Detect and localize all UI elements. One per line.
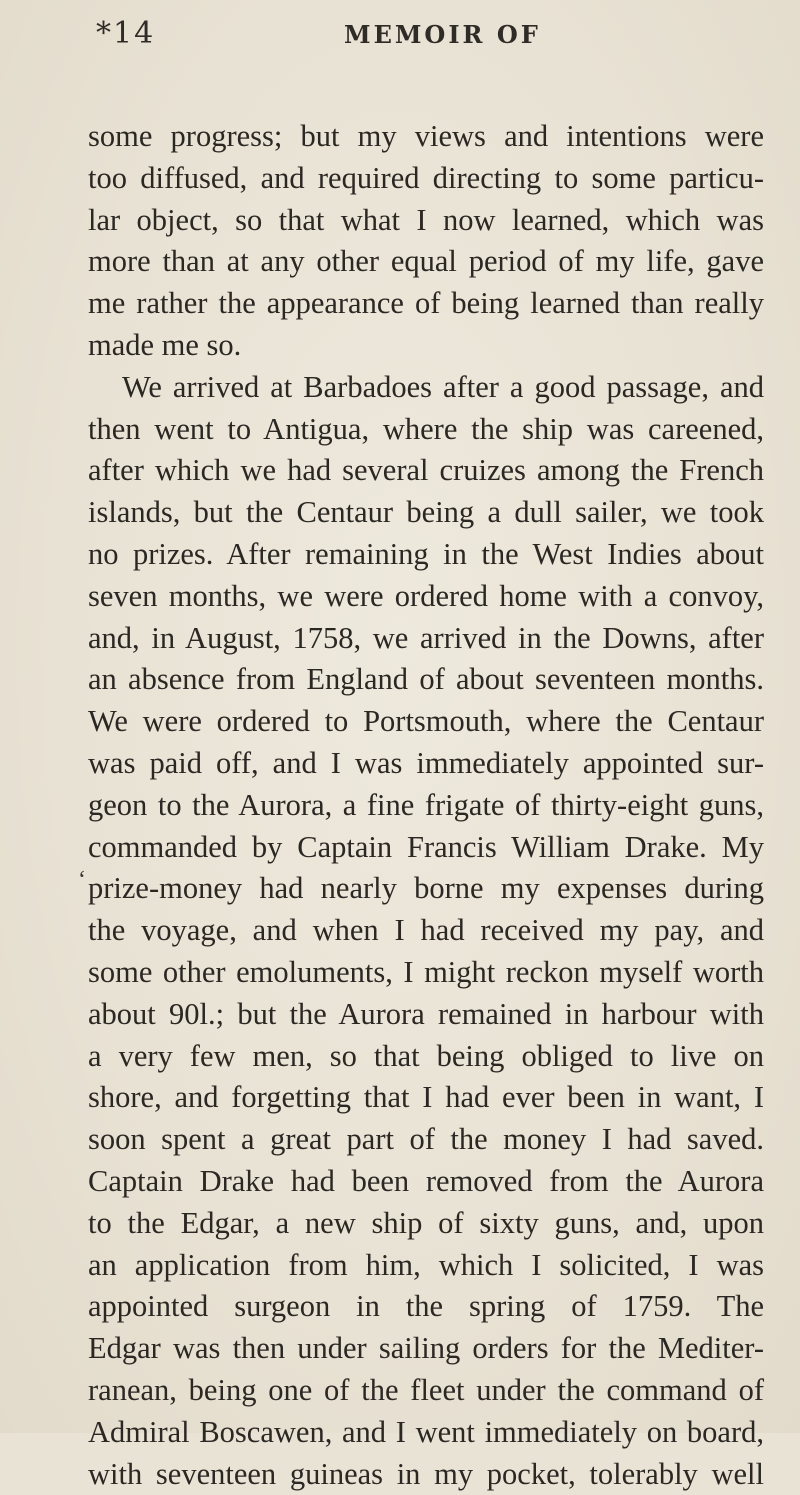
running-title: MEMOIR OF bbox=[344, 20, 541, 49]
text-line: commanded by Captain Francis William Drake. My bbox=[88, 827, 764, 869]
text-line: some other emoluments, I might reckon myself worth bbox=[88, 952, 764, 994]
text-line: more than at any other equal period of my life, gave bbox=[88, 241, 764, 283]
text-line: soon spent a great part of the money I had saved. bbox=[88, 1119, 764, 1161]
text-line: a very few men, so that being obliged to live on bbox=[88, 1036, 764, 1078]
text-line: the voyage, and when I had received my pay, and bbox=[88, 910, 764, 952]
running-head bbox=[96, 10, 796, 56]
text-line: after which we had several cruizes among the French bbox=[88, 450, 764, 492]
text-line: lar object, so that what I now learned, which was bbox=[88, 200, 764, 242]
text-line: prize-money had nearly borne my expenses during bbox=[88, 868, 764, 910]
text-line: and, in August, 1758, we arrived in the Downs, after bbox=[88, 618, 764, 660]
text-line: then went to Antigua, where the ship was careened, bbox=[88, 409, 764, 451]
paragraph-2 bbox=[88, 367, 764, 1495]
body-text bbox=[88, 116, 764, 1495]
text-line: was paid off, and I was immediately appointed sur- bbox=[88, 743, 764, 785]
text-line: Edgar was then under sailing orders for the Mediter- bbox=[88, 1328, 764, 1370]
text-line: an application from him, which I solicited, I was bbox=[88, 1245, 764, 1287]
text-line: geon to the Aurora, a fine frigate of thirty-eight guns, bbox=[88, 785, 764, 827]
text-line: about 90l.; but the Aurora remained in harbour with bbox=[88, 994, 764, 1036]
text-line: islands, but the Centaur being a dull sailer, we took bbox=[88, 492, 764, 534]
text-line: with seventeen guineas in my pocket, tolerably well bbox=[88, 1454, 764, 1495]
text-line: Admiral Boscawen, and I went immediately on board, bbox=[88, 1412, 764, 1454]
text-line: me rather the appearance of being learned than really bbox=[88, 283, 764, 325]
paragraph-1 bbox=[88, 116, 764, 367]
text-line: shore, and forgetting that I had ever been in want, I bbox=[88, 1077, 764, 1119]
text-line: to the Edgar, a new ship of sixty guns, and, upon bbox=[88, 1203, 764, 1245]
text-line: an absence from England of about seventeen months. bbox=[88, 659, 764, 701]
text-line: We arrived at Barbadoes after a good passage, and bbox=[88, 367, 764, 409]
text-line: some progress; but my views and intentions were bbox=[88, 116, 764, 158]
text-line: seven months, we were ordered home with a convoy, bbox=[88, 576, 764, 618]
page-number: *14 bbox=[96, 16, 155, 51]
text-line: We were ordered to Portsmouth, where the Centaur bbox=[88, 701, 764, 743]
text-line: made me so. bbox=[88, 325, 764, 367]
text-line: ranean, being one of the fleet under the command of bbox=[88, 1370, 764, 1412]
text-line: Captain Drake had been removed from the Aurora bbox=[88, 1161, 764, 1203]
text-line: too diffused, and required directing to some particu- bbox=[88, 158, 764, 200]
margin-mark: ‘ bbox=[78, 867, 86, 894]
text-line: appointed surgeon in the spring of 1759. The bbox=[88, 1286, 764, 1328]
text-line: no prizes. After remaining in the West Indies about bbox=[88, 534, 764, 576]
